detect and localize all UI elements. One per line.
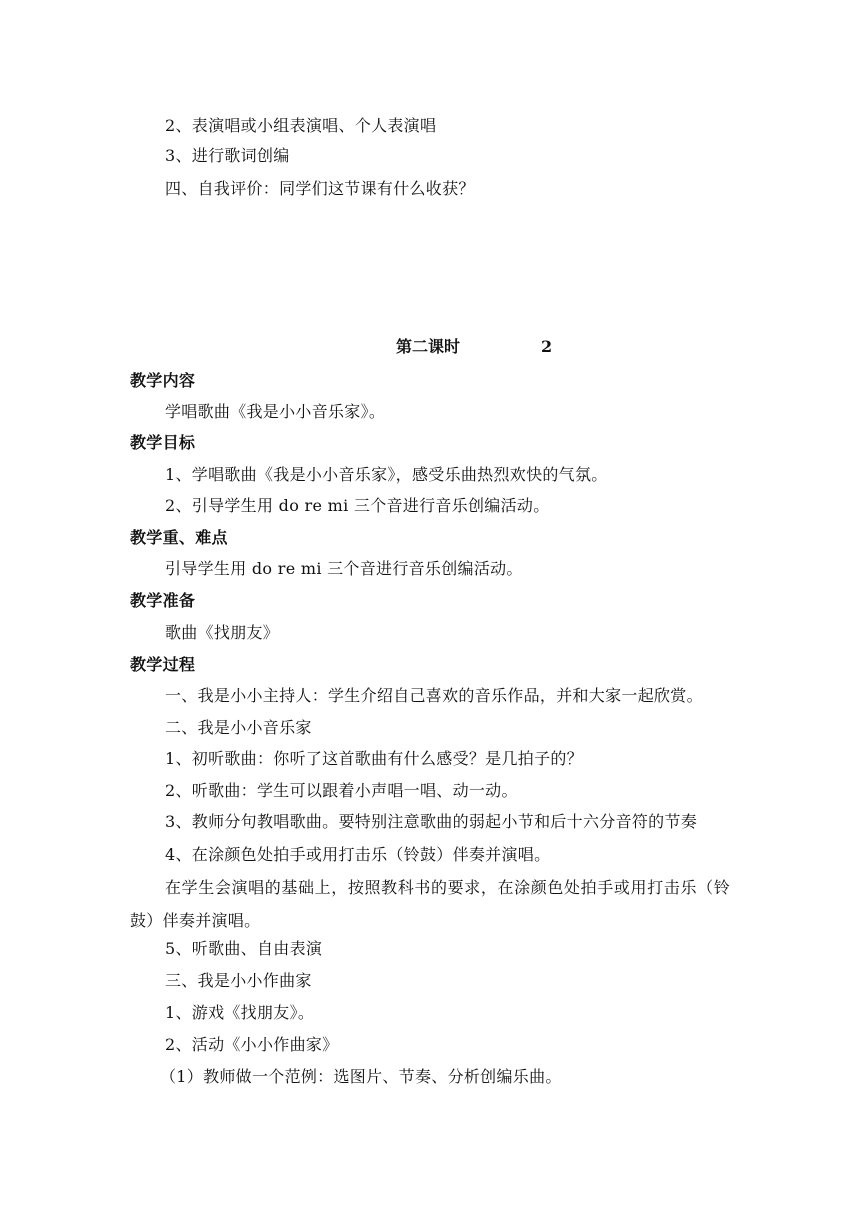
key-points-heading: 教学重、难点: [130, 528, 228, 547]
process-line: （1）教师做一个范例：选图片、节奏、分析创编乐曲。: [160, 1067, 562, 1086]
process-line: 三、我是小小作曲家: [165, 971, 312, 990]
content-heading: 教学内容: [130, 371, 196, 390]
goal-item: 1、学唱歌曲《我是小小音乐家》，感受乐曲热烈欢快的气氛。: [165, 465, 608, 484]
process-line: 4、在涂颜色处拍手或用打击乐（铃鼓）伴奏并演唱。: [165, 845, 551, 864]
top-item-2: 2、表演唱或小组表演唱、个人表演唱: [165, 116, 437, 135]
process-line: 2、听歌曲：学生可以跟着小声唱一唱、动一动。: [165, 781, 518, 800]
goal-item: 2、引导学生用 do re mi 三个音进行音乐创编活动。: [165, 496, 550, 515]
lesson-number: 2: [541, 337, 553, 356]
process-line: 二、我是小小音乐家: [165, 718, 312, 737]
lesson-title: 第二课时: [396, 337, 461, 356]
preparation-heading: 教学准备: [130, 591, 196, 610]
content-text: 学唱歌曲《我是小小音乐家》。: [165, 402, 386, 421]
process-line: 5、听歌曲、自由表演: [165, 939, 323, 958]
process-line: 一、我是小小主持人：学生介绍自己喜欢的音乐作品，并和大家一起欣赏。: [165, 686, 703, 705]
process-line: 1、游戏《找朋友》。: [165, 1003, 315, 1022]
process-paragraph: 在学生会演唱的基础上，按照教科书的要求，在涂颜色处拍手或用打击乐（铃鼓）伴奏并演唱。: [130, 878, 730, 930]
preparation-text: 歌曲《找朋友》: [165, 623, 280, 642]
key-points-text: 引导学生用 do re mi 三个音进行音乐创编活动。: [165, 559, 523, 578]
top-item-4: 四、自我评价：同学们这节课有什么收获？: [165, 179, 475, 198]
process-line: 3、教师分句教唱歌曲。要特别注意歌曲的弱起小节和后十六分音符的节奏: [165, 812, 698, 831]
process-heading: 教学过程: [130, 655, 196, 674]
process-line: 1、初听歌曲：你听了这首歌曲有什么感受？是几拍子的？: [165, 749, 583, 768]
top-item-3: 3、进行歌词创编: [165, 146, 290, 165]
process-line: 2、活动《小小作曲家》: [165, 1035, 339, 1054]
goals-heading: 教学目标: [130, 433, 196, 452]
